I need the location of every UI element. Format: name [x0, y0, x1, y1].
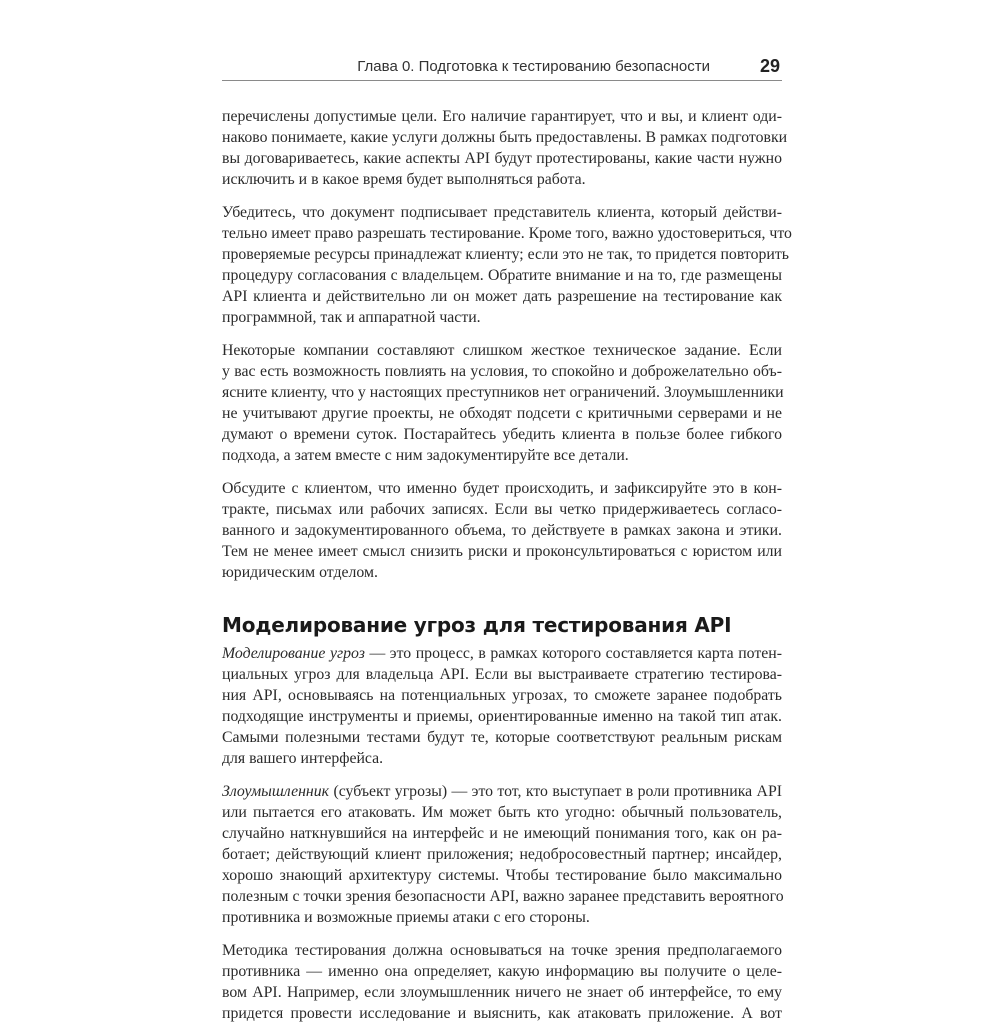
line-text: тракте, письмах или рабочих записях. Если вы четко придерживаетесь согласо- — [222, 501, 782, 518]
section-heading: Моделирование угроз для тестирования API — [222, 613, 732, 637]
line-text: юридическим отделом. — [222, 564, 378, 581]
line-text: Методика тестирования должна основываться на точке зрения предполагаемого — [222, 942, 782, 959]
text-line — [222, 382, 782, 403]
text-line — [222, 727, 782, 748]
line-text: API клиента и действительно ли он может дать разрешение на тестирование как — [222, 288, 782, 305]
text-line — [222, 844, 782, 865]
text-line — [222, 244, 789, 265]
line-text: программной, так и аппаратной части. — [222, 309, 481, 326]
line-text: тельно имеет право разрешать тестирование. Кроме того, важно удостовериться, что — [222, 225, 792, 242]
line-text: Тем не менее имеет смысл снизить риски и проконсультироваться с юристом или — [222, 543, 782, 560]
text-line — [222, 961, 782, 982]
text-line — [222, 265, 782, 286]
page-body — [222, 106, 792, 1036]
line-text: исключить и в какое время будет выполняться работа. — [222, 171, 586, 188]
line-text: — это процесс, в рамках которого составляется карта потен- — [364, 645, 783, 662]
line-text: процедуру согласования с владельцем. Обратите внимание и на то, где размещены — [222, 267, 782, 284]
text-line — [222, 424, 782, 445]
line-text: вом API. Например, если злоумышленник ничего не знает об интерфейсе, то ему — [222, 984, 782, 1001]
line-text: подхода, а затем вместе с ним задокументируйте все детали. — [222, 447, 629, 464]
line-text: ванного и задокументированного объема, то действуете в рамках закона и этики. — [222, 522, 782, 539]
line-text: у вас есть возможность повлиять на условия, то спокойно и доброжелательно объ- — [222, 363, 782, 380]
text-line — [222, 361, 782, 382]
line-text: ния API, основываясь на потенциальных угрозах, то сможете заранее подобрать — [222, 687, 782, 704]
line-text: наково понимаете, какие услуги должны быть предоставлены. В рамках подготовки — [222, 129, 788, 146]
text-line — [222, 886, 782, 907]
line-text: не учитывают другие проекты, не обходят подсети с критичными серверами и не — [222, 405, 782, 422]
text-line — [222, 169, 782, 190]
text-line — [222, 286, 782, 307]
text-line — [222, 445, 782, 466]
line-text: перечислены допустимые цели. Его наличие гарантирует, что и вы, и клиент оди- — [222, 108, 782, 125]
line-text: проверяемые ресурсы принадлежат клиенту; если это не так, то придется повторить — [222, 246, 789, 263]
text-line — [222, 478, 782, 499]
text-line — [222, 202, 782, 223]
text-line — [222, 148, 782, 169]
line-text: хорошо знающий архитектуру системы. Чтобы тестирование было максимально — [222, 867, 782, 884]
line-text: ясните клиенту, что у настоящих преступников нет ограничений. Злоумышленники — [222, 384, 784, 401]
line-text: противника — именно она определяет, какую информацию вы получите о целе- — [222, 963, 782, 980]
line-text: случайно наткнувшийся на интерфейс и не имеющий понимания того, как он ра- — [222, 825, 782, 842]
italic-term: Злоумышленник — [222, 783, 330, 800]
text-line — [222, 499, 782, 520]
text-line — [222, 340, 782, 361]
text-line — [222, 685, 782, 706]
text-line — [222, 748, 782, 769]
line-text: циальных угроз для владельца API. Если вы выстраиваете стратегию тестирова- — [222, 666, 782, 683]
text-line — [222, 907, 782, 928]
text-line — [222, 307, 782, 328]
text-line — [222, 520, 782, 541]
text-line — [222, 781, 782, 802]
line-text: Обсудите с клиентом, что именно будет происходить, и зафиксируйте это в кон- — [222, 480, 782, 497]
paragraph — [222, 202, 792, 328]
line-text: противника и возможные приемы атаки с его стороны. — [222, 909, 590, 926]
line-text: для вашего интерфейса. — [222, 750, 384, 767]
line-text: думают о времени суток. Постарайтесь убедить клиента в пользе более гибкого — [222, 426, 782, 443]
paragraph — [222, 478, 782, 583]
text-line — [222, 541, 782, 562]
paragraph — [222, 106, 788, 190]
text-line — [222, 403, 782, 424]
line-text: Некоторые компании составляют слишком жесткое техническое задание. Если — [222, 342, 782, 359]
line-text: подходящие инструменты и приемы, ориентированные именно на такой тип атак. — [222, 708, 782, 725]
text-line — [222, 562, 782, 583]
line-text: придется провести исследование и выяснить, как атаковать приложение. А вот — [222, 1005, 782, 1022]
text-line — [222, 865, 782, 886]
text-line — [222, 823, 782, 844]
paragraph — [222, 940, 782, 1024]
paragraph — [222, 643, 782, 769]
text-line — [222, 643, 782, 664]
text-line — [222, 1003, 782, 1024]
text-line — [222, 127, 788, 148]
line-text: Самыми полезными тестами будут те, которые соответствуют реальным рискам — [222, 729, 782, 746]
paragraph — [222, 340, 782, 466]
page-number: 29 — [759, 56, 780, 76]
line-text: Убедитесь, что документ подписывает представитель клиента, который действи- — [222, 204, 782, 221]
text-line — [222, 802, 782, 823]
line-text: полезным с точки зрения безопасности API, важно заранее представить вероятного — [222, 888, 784, 905]
italic-term: Моделирование угроз — [222, 645, 365, 662]
text-line — [222, 223, 792, 244]
line-text: ботает; действующий клиент приложения; недобросовестный партнер; инсайдер, — [222, 846, 782, 863]
text-line — [222, 706, 782, 727]
running-title: Глава 0. Подготовка к тестированию безопасности — [357, 58, 710, 75]
running-header — [222, 56, 782, 81]
line-text: или пытается его атаковать. Им может быть кто угодно: обычный пользователь, — [222, 804, 782, 821]
line-text: вы договариваетесь, какие аспекты API будут протестированы, какие части нужно — [222, 150, 782, 167]
text-line — [222, 106, 782, 127]
text-line — [222, 940, 782, 961]
text-line — [222, 664, 782, 685]
line-text: (субъект угрозы) — это тот, кто выступает в роли противника API — [329, 783, 782, 800]
paragraph — [222, 781, 782, 928]
